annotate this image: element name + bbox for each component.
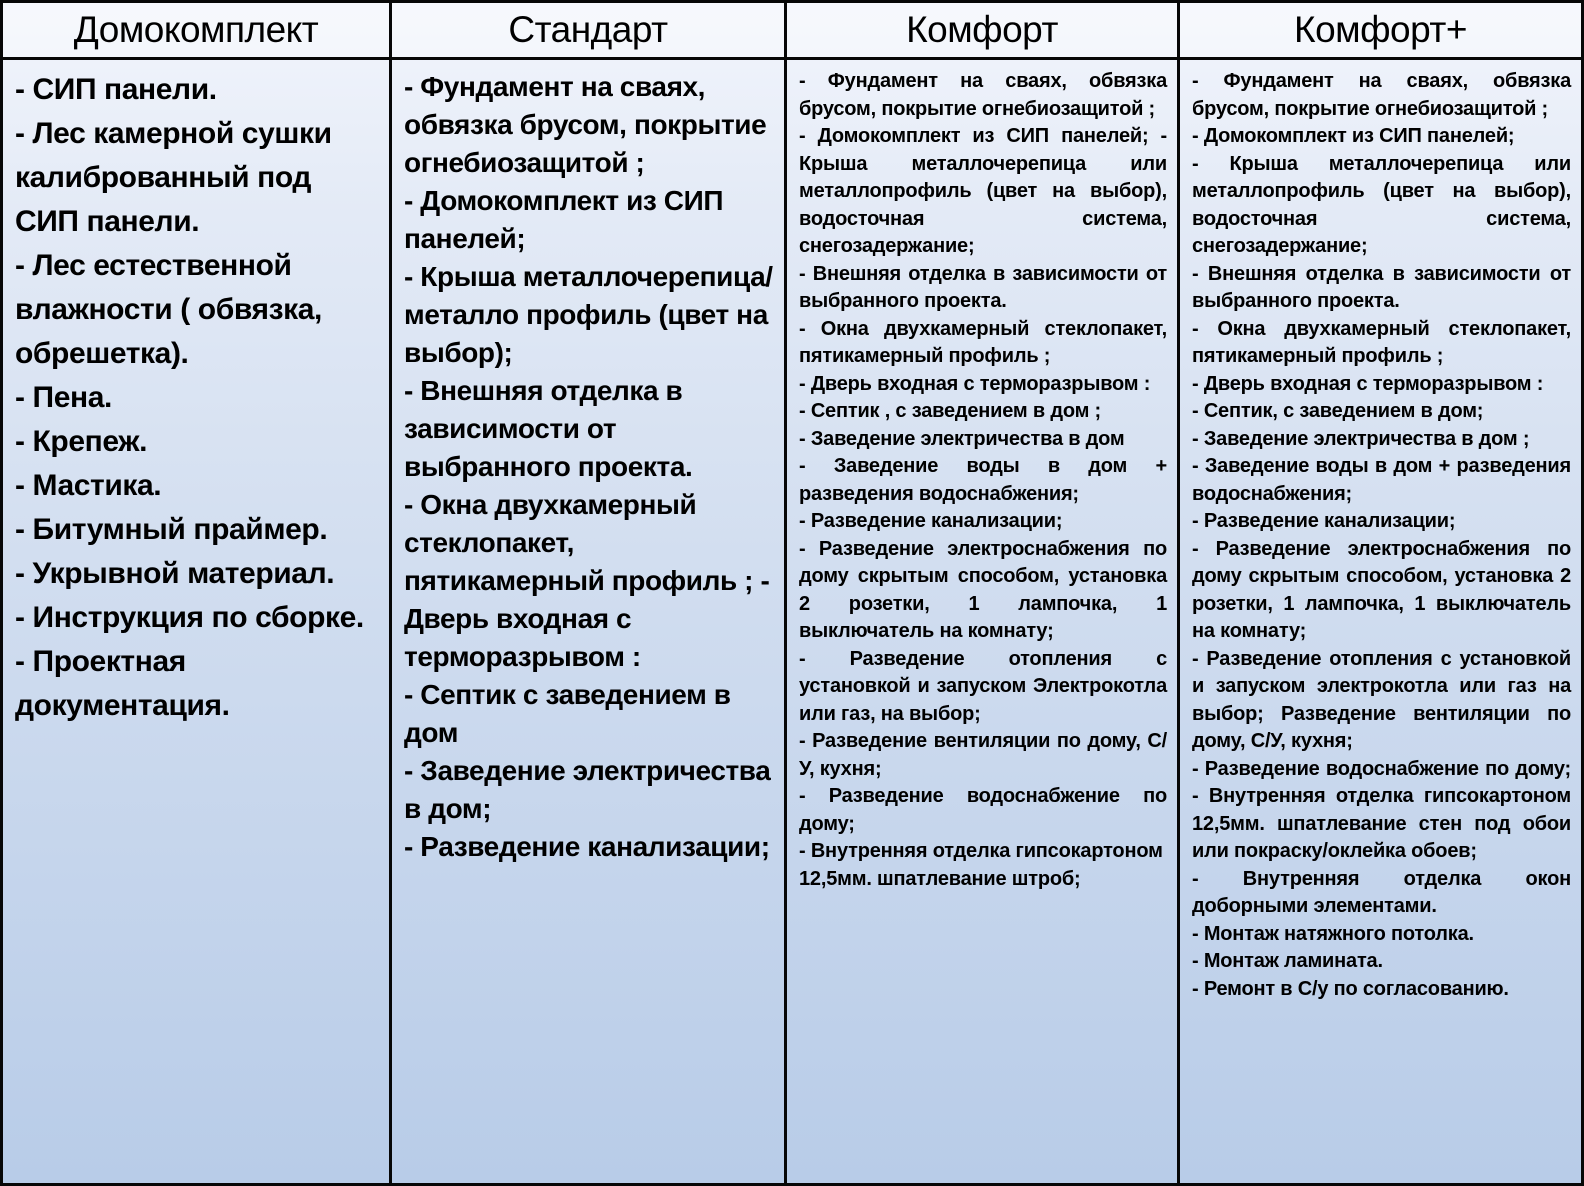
list-item: - Заведение воды в дом + разведения водоснабжения;: [799, 455, 1167, 505]
list-item: - Септик с заведением в дом: [404, 679, 731, 748]
list-item: - Домокомплект из СИП панелей; - Крыша металлочерепица или металлопрофиль (цвет на выбор), водосточная система, снегозадержание;: [799, 125, 1167, 257]
list-item: - Фундамент на сваях, обвязка брусом, покрытие огнебиозащитой ;: [1192, 70, 1571, 120]
list-item: - Внешняя отделка в зависимости от выбранного проекта.: [1192, 262, 1571, 312]
list-item: - Домокомплект из СИП панелей;: [1192, 125, 1515, 147]
list-item: - Фундамент на сваях, обвязка брусом, покрытие огнебиозащитой ;: [799, 70, 1167, 120]
list-item: - Лес камерной сушки калиброванный под СИП панели.: [15, 117, 332, 238]
column-body-domokomplekt: [3, 60, 392, 1183]
list-item: - Разведение отопления с установкой и запуском электрокотла или газ на выбор; Разведение вентиляции по дому, С/У, кухня;: [1192, 647, 1571, 752]
column-body-komfort-plus: [1180, 60, 1581, 1183]
list-item: - Разведение электроснабжения по дому скрытым способом, установка 2 розетки, 1 лампочка, 1 выключатель на комнату;: [1192, 537, 1571, 642]
list-item: - Разведение водоснабжение по дому; - Внутренняя отделка гипсокартоном 12,5мм. шпатлевание стен под обои или покраску/оклейка обоев;: [1192, 757, 1571, 862]
column-body-komfort: [787, 60, 1180, 1183]
list-item: - Монтаж натяжного потолка.: [1192, 922, 1474, 945]
column-header-standart: [392, 3, 787, 60]
list-item: - Внутренняя отделка окон доборными элементами.: [1192, 867, 1571, 917]
list-item: - Лес естественной влажности ( обвязка, обрешетка).: [15, 249, 322, 370]
list-item: - Септик, с заведением в дом;: [1192, 400, 1484, 422]
list-item: - СИП панели.: [15, 73, 217, 106]
list-item: - Разведение отопления с установкой и запуском Электрокотла или газ, на выбор;: [799, 647, 1167, 725]
list-item: - Дверь входная с терморазрывом :: [799, 372, 1151, 395]
list-item: - Внешняя отделка в зависимости от выбранного проекта.: [799, 262, 1167, 312]
list-item: - Септик , с заведением в дом ;: [799, 400, 1101, 422]
list-item: - Окна двухкамерный стеклопакет, пятикамерный профиль ; - Дверь входная с терморазрывом :: [404, 489, 770, 672]
list-item: - Окна двухкамерный стеклопакет, пятикамерный профиль ;: [1192, 317, 1571, 367]
column-header-label: Стандарт: [508, 9, 668, 50]
list-item: - Окна двухкамерный стеклопакет, пятикамерный профиль ;: [799, 317, 1167, 367]
list-item: - Домокомплект из СИП панелей;: [404, 185, 724, 254]
list-item: - Заведение электричества в дом ;: [1192, 427, 1530, 450]
list-item: - Заведение электричества в дом;: [404, 755, 771, 824]
list-item: - Заведение электричества в дом: [799, 427, 1125, 450]
column-header-label: Комфорт+: [1294, 9, 1467, 50]
column-header-domokomplekt: [3, 3, 392, 60]
list-item: - Заведение воды в дом + разведения водоснабжения;: [1192, 455, 1571, 505]
list-item: - Разведение канализации;: [1192, 510, 1456, 532]
list-item: - Пена.: [15, 381, 112, 414]
list-item: - Крыша металлочерепица или металлопрофиль (цвет на выбор), водосточная система, снегозадержание;: [1192, 152, 1571, 257]
list-item: - Разведение электроснабжения по дому скрытым способом, установка 2 розетки, 1 лампочка, 1 выключатель на комнату;: [799, 537, 1167, 642]
list-item: - Укрывной материал.: [15, 557, 335, 590]
list-item: - Мастика.: [15, 469, 162, 502]
list-item: - Крепеж.: [15, 425, 148, 458]
column-header-komfort-plus: [1180, 3, 1581, 60]
list-item: - Внутренняя отделка гипсокартоном 12,5мм. шпатлевание штроб;: [799, 840, 1163, 890]
list-item: - Дверь входная с терморазрывом :: [1192, 372, 1544, 395]
list-item: - Инструкция по сборке.: [15, 601, 364, 634]
list-item: - Крыша металлочерепица/металло профиль (цвет на выбор);: [404, 261, 773, 368]
column-body-standart: [392, 60, 787, 1183]
list-item: - Разведение канализации;: [404, 831, 770, 862]
list-item: - Монтаж ламината.: [1192, 950, 1383, 972]
list-item: - Фундамент на сваях, обвязка брусом, покрытие огнебиозащитой ;: [404, 71, 767, 178]
column-header-label: Домокомплект: [73, 9, 319, 50]
list-item: - Ремонт в С/у по согласованию.: [1192, 977, 1509, 1000]
list-item: - Разведение вентиляции по дому, С/У, кухня;: [799, 730, 1167, 780]
list-item: - Разведение водоснабжение по дому;: [799, 785, 1167, 835]
list-item: - Разведение канализации;: [799, 510, 1063, 532]
column-header-komfort: [787, 3, 1180, 60]
list-item: - Битумный праймер.: [15, 513, 328, 546]
list-item: - Внешняя отделка в зависимости от выбранного проекта.: [404, 375, 693, 482]
list-item: - Проектная документация.: [15, 645, 230, 722]
column-header-label: Комфорт: [906, 9, 1058, 50]
